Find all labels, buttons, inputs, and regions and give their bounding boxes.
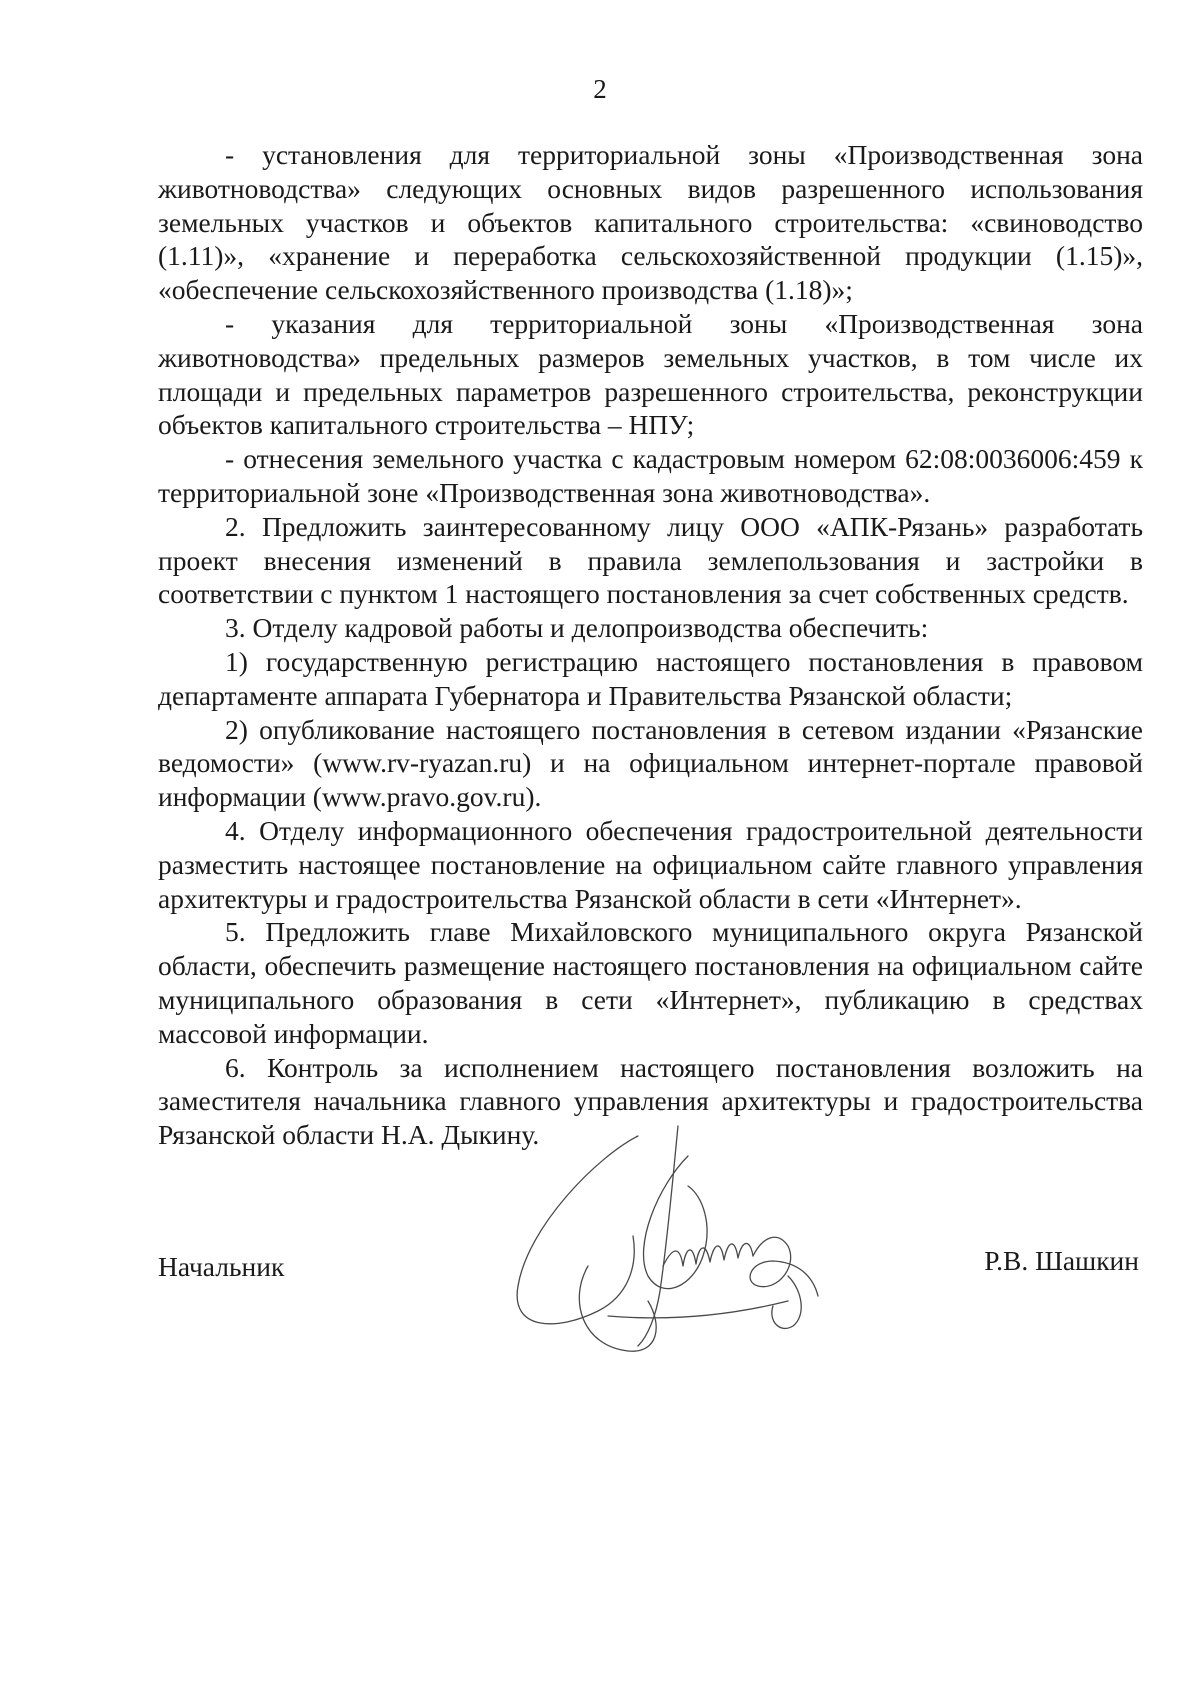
page-number: 2 (593, 74, 607, 104)
paragraph-item-6: 6. Контроль за исполнением настоящего постановления возложить на заместителя начальника главного управления архитектуры и градостроительства Рязанской области Н.А. Дыкину. (158, 1051, 1143, 1151)
paragraph-zone-uses: - установления для территориальной зоны «Производственная зона животноводства» следующих основных видов разрешенного использования земельных участков и объектов капитального строительства: «свиноводство (1.11)», «хранение и переработка сельскохозяйственной продукции (1.15)», «обеспечение сельскохозяйственного производства (1.18)»; (158, 139, 1143, 306)
paragraph-item-2: 2. Предложить заинтересованному лицу ООО «АПК-Рязань» разработать проект внесения изменений в правила землепользования и застройки в соответствии с пунктом 1 настоящего постановления за счет собственных средств. (158, 510, 1143, 610)
paragraph-item-3-2: 2) опубликование настоящего постановления в сетевом издании «Рязанские ведомости» (www.rv-ryazan.ru) и на официальном интернет-портале правовой информации (www.pravo.gov.ru). (158, 713, 1143, 813)
paragraph-zone-limits: - указания для территориальной зоны «Производственная зона животноводства» предельных размеров земельных участков, в том числе их площади и предельных параметров разрешенного строительства, реконструкции объектов капитального строительства – НПУ; (158, 307, 1143, 441)
handwritten-signature (488, 1116, 848, 1366)
paragraph-item-3-1: 1) государственную регистрацию настоящего постановления в правовом департаменте аппарата Губернатора и Правительства Рязанской области; (158, 645, 1143, 711)
paragraph-item-3: 3. Отделу кадровой работы и делопроизводства обеспечить: (225, 612, 929, 644)
signatory-position: Начальник (158, 1251, 285, 1282)
paragraph-item-4: 4. Отделу информационного обеспечения градостроительной деятельности разместить настоящее постановление на официальном сайте главного управления архитектуры и градостроительства Рязанской области в сети «Интернет». (158, 814, 1143, 914)
paragraph-item-5: 5. Предложить главе Михайловского муниципального округа Рязанской области, обеспечить размещение настоящего постановления на официальном сайте муниципального образования в сети «Интернет», публикацию в средствах массовой информации. (158, 916, 1143, 1049)
signatory-name: Р.В. Шашкин (984, 1245, 1139, 1276)
paragraph-land-plot: - отнесения земельного участка с кадастровым номером 62:08:0036006:459 к территориальной зоне «Производственная зона животноводства». (158, 443, 1143, 508)
document-body (158, 138, 1143, 1152)
signature-block (158, 1244, 1143, 1364)
